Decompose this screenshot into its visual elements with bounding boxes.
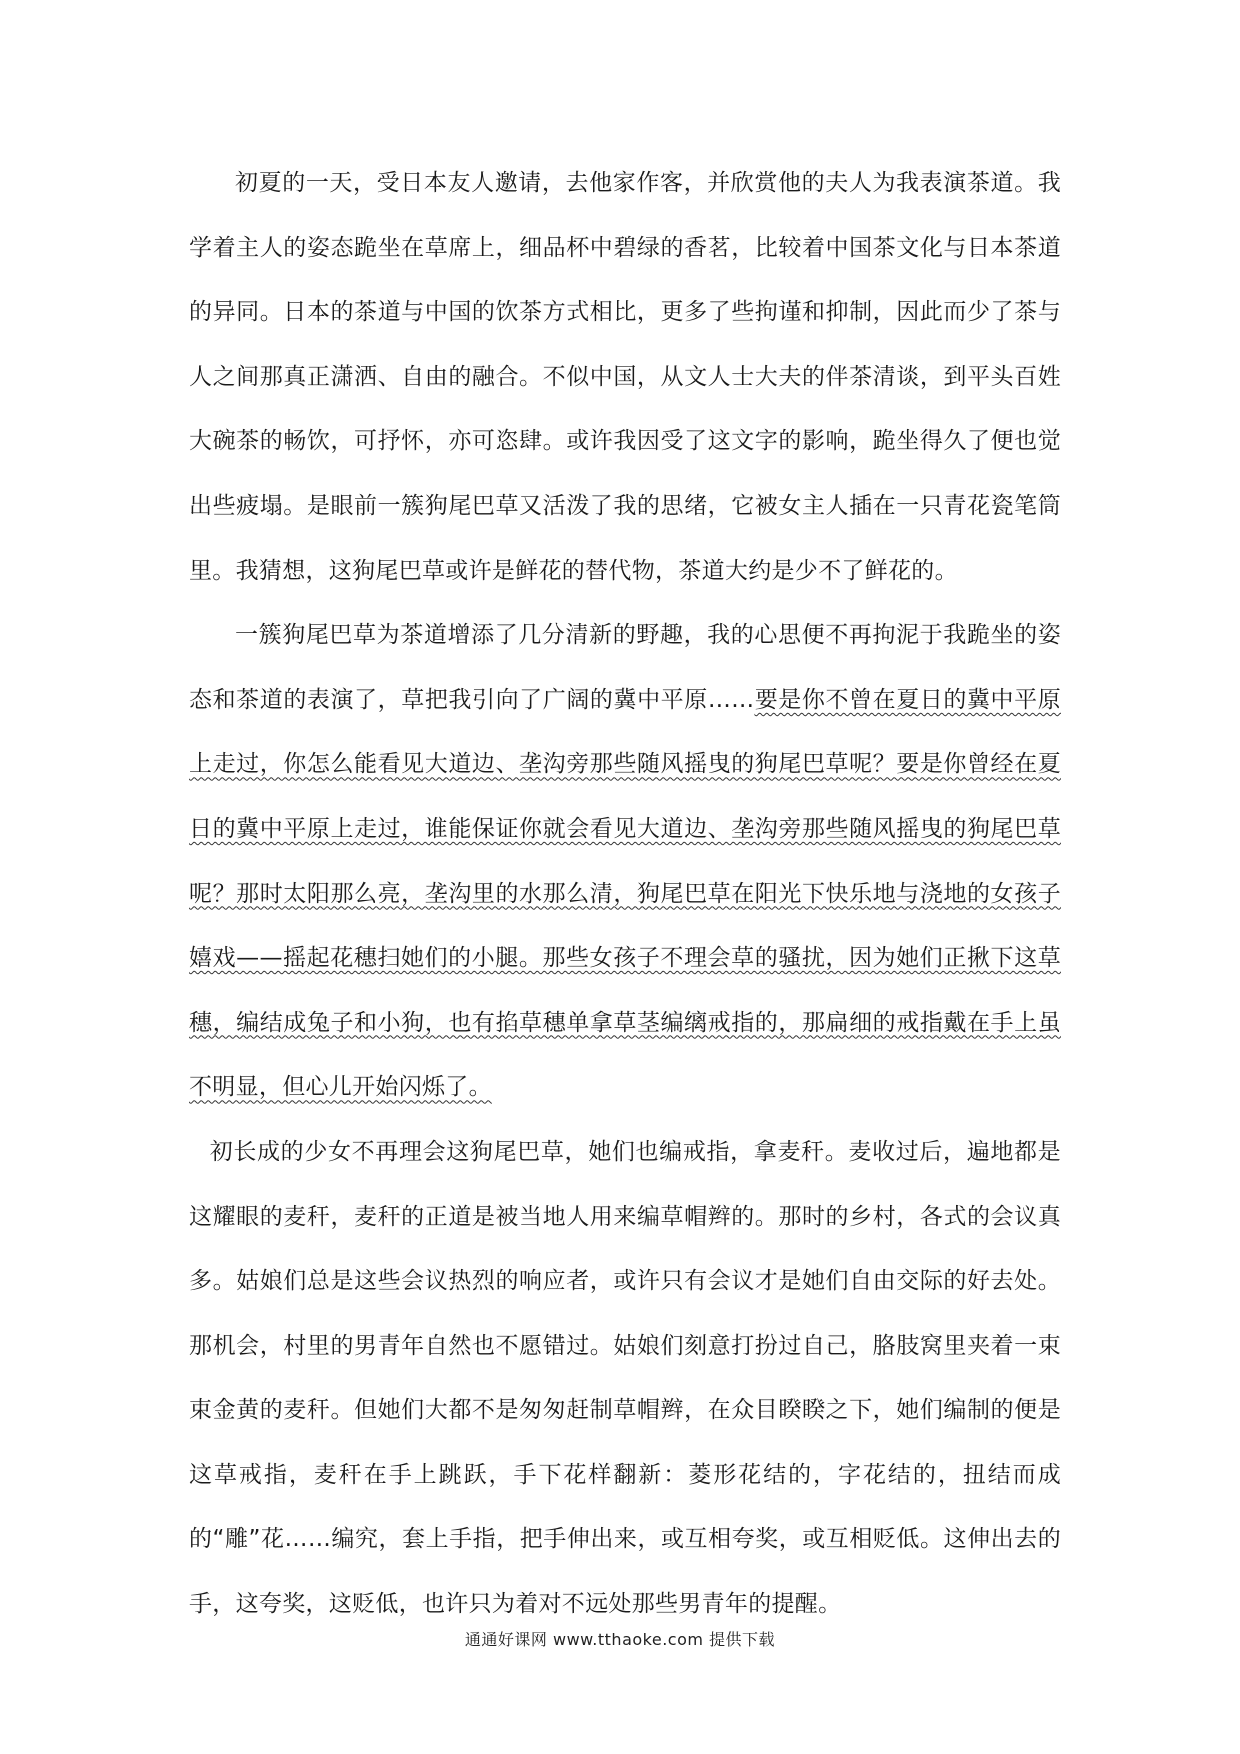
paragraph-2 <box>189 603 1061 1120</box>
page-footer: 通通好课网 www.tthaoke.com 提供下载 <box>464 1630 776 1649</box>
essay-body <box>189 151 1061 1637</box>
paragraph-1: 初夏的一天，受日本友人邀请，去他家作客，并欣赏他的夫人为我表演茶道。我学着主人的姿态跪坐在草席上，细品杯中碧绿的香茗，比较着中国茶文化与日本茶道的异同。日本的茶道与中国的饮茶方式相比，更多了些拘谨和抑制，因此而少了茶与人之间那真正潇洒、自由的融合。不似中国，从文人士大夫的伴茶清谈，到平头百姓大碗茶的畅饮，可抒怀，亦可恣肆。或许我因受了这文字的影响，跪坐得久了便也觉出些疲塌。是眼前一簇狗尾巴草又活泼了我的思绪，它被女主人插在一只青花瓷笔筒里。我猜想，这狗尾巴草或许是鲜花的替代物，茶道大约是少不了鲜花的。 <box>189 170 1061 584</box>
paragraph-2-underlined-passage: 要是你不曾在夏日的冀中平原上走过，你怎么能看见大道边、垄沟旁那些随风摇曳的狗尾巴草呢？要是你曾经在夏日的冀中平原上走过，谁能保证你就会看见大道边、垄沟旁那些随风摇曳的狗尾巴草呢？那时太阳那么亮，垄沟里的水那么清，狗尾巴草在阳光下快乐地与浇地的女孩子嬉戏——摇起花穗扫她们的小腿。那些女孩子不理会草的骚扰，因为她们正揪下这草穗，编结成兔子和小狗，也有掐草穗单拿草茎编缡戒指的，那扁细的戒指戴在手上虽不明显，但心儿开始闪烁了。 <box>189 686 1061 1101</box>
paragraph-2-lead: 一簇狗尾巴草为茶道增添了几分清新的野趣，我的心思便不再拘泥于我跪坐的姿态和茶道的表演了，草把我引向了广阔的冀中平原…… <box>189 622 1061 713</box>
paragraph-3: 初长成的少女不再理会这狗尾巴草，她们也编戒指，拿麦秆。麦收过后，遍地都是这耀眼的麦秆，麦秆的正道是被当地人用来编草帽辫的。那时的乡村，各式的会议真多。姑娘们总是这些会议热烈的响应者，或许只有会议才是她们自由交际的好去处。那机会，村里的男青年自然也不愿错过。姑娘们刻意打扮过自己，胳肢窝里夹着一束束金黄的麦秆。但她们大都不是匆匆赶制草帽辫，在众目睽睽之下，她们编制的便是这草戒指，麦秆在手上跳跃，手下花样翻新：菱形花结的，字花结的，扭结而成的“雕”花……编究，套上手指，把手伸出来，或互相夸奖，或互相贬低。这伸出去的手，这夸奖，这贬低，也许只为着对不远处那些男青年的提醒。 <box>189 1138 1061 1618</box>
